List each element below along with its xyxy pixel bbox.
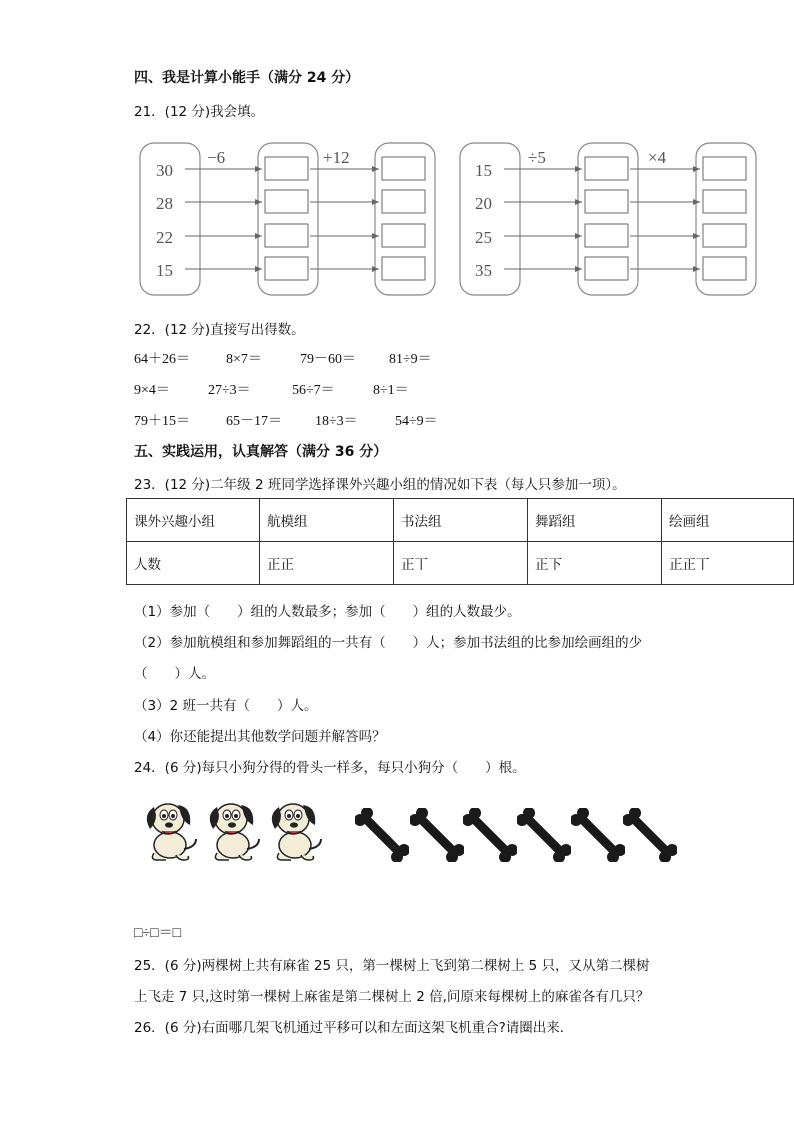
- answer-box: [703, 257, 746, 280]
- arith-problem: 27÷3＝: [208, 383, 251, 398]
- question-23-label: 23．(12 分)二年级 2 班同学选择课外兴趣小组的情况如下表（每人只参加一项）。: [134, 477, 626, 493]
- tally-cell: 正正丅: [662, 542, 794, 585]
- arith-problem: 81÷9＝: [389, 352, 432, 367]
- operation-label: +12: [323, 148, 350, 167]
- answer-box: [265, 257, 308, 280]
- question-25-line-1: 25．(6 分)两棵树上共有麻雀 25 只，第一棵树上飞到第二棵树上 5 只，又从第二棵树: [134, 958, 650, 974]
- answer-box: [703, 224, 746, 247]
- tally-cell: 正下: [528, 542, 662, 585]
- answer-box: [382, 224, 425, 247]
- arith-problem: 65－17＝: [226, 414, 282, 429]
- sub-question-1: （1）参加（ ）组的人数最多；参加（ ）组的人数最少。: [134, 604, 521, 620]
- arith-problem: 9×4＝: [134, 383, 170, 398]
- puppy-image: [203, 795, 263, 861]
- table-header-cell: 课外兴趣小组: [127, 499, 260, 542]
- arith-problem: 79＋15＝: [134, 414, 190, 429]
- puppy-image: [140, 795, 200, 861]
- arith-problem: 8×7＝: [226, 352, 262, 367]
- start-number: 15: [475, 161, 492, 180]
- answer-box: [382, 190, 425, 213]
- start-number: 30: [156, 161, 173, 180]
- sub-question-2: （2）参加航模组和参加舞蹈组的一共有（ ）人；参加书法组的比参加绘画组的少: [134, 635, 643, 651]
- table-header-cell: 书法组: [394, 499, 528, 542]
- arith-problem: 56÷7＝: [292, 383, 335, 398]
- start-number: 25: [475, 228, 492, 247]
- operation-label: ÷5: [528, 148, 546, 167]
- table-row: [127, 499, 794, 542]
- answer-box: [585, 157, 628, 180]
- middle-answer-frame: [258, 143, 318, 295]
- arith-problem: 79－60＝: [300, 352, 356, 367]
- answer-box: [585, 257, 628, 280]
- answer-box: [265, 224, 308, 247]
- operation-label: ×4: [648, 148, 667, 167]
- operation-label: −6: [207, 148, 226, 167]
- tally-cell: 正正: [260, 542, 394, 585]
- table-cell: 人数: [127, 542, 260, 585]
- section-heading-5: 五、实践运用，认真解答（满分 36 分）: [134, 444, 388, 460]
- table-header-cell: 航模组: [260, 499, 394, 542]
- answer-box: [382, 257, 425, 280]
- final-answer-frame: [375, 143, 435, 295]
- bone-image: [571, 808, 625, 862]
- start-number: 20: [475, 194, 492, 213]
- answer-box: [585, 190, 628, 213]
- table-row: [127, 542, 794, 585]
- arith-problem: 18÷3＝: [315, 414, 358, 429]
- table-header-cell: 舞蹈组: [528, 499, 662, 542]
- puppy-image: [265, 795, 325, 861]
- tally-cell: 正丅: [394, 542, 528, 585]
- sub-question-3: （3）2 班一共有（ ）人。: [134, 698, 318, 714]
- arith-problem: 8÷1＝: [373, 383, 409, 398]
- arith-problem: 64＋26＝: [134, 352, 190, 367]
- answer-box: [703, 190, 746, 213]
- final-answer-frame: [696, 143, 756, 295]
- bone-image: [517, 808, 571, 862]
- interest-group-table: [126, 498, 794, 585]
- bone-image: [463, 808, 517, 862]
- sub-question-2-cont: （ ）人。: [134, 666, 215, 682]
- fill-in-diagram: [130, 138, 760, 300]
- bone-image: [355, 808, 409, 862]
- question-26-label: 26．(6 分)右面哪几架飞机通过平移可以和左面这架飞机重合?请圈出来．: [134, 1020, 574, 1036]
- question-21-label: 21．(12 分)我会填。: [134, 104, 265, 120]
- question-22-label: 22．(12 分)直接写出得数。: [134, 322, 305, 338]
- bone-image: [410, 808, 464, 862]
- division-formula-blank: □÷□＝□: [134, 926, 182, 941]
- answer-box: [265, 190, 308, 213]
- sub-question-4: （4）你还能提出其他数学问题并解答吗？: [134, 729, 386, 745]
- middle-answer-frame: [578, 143, 638, 295]
- start-number: 28: [156, 194, 173, 213]
- question-24-label: 24．(6 分)每只小狗分得的骨头一样多，每只小狗分（ ）根。: [134, 760, 526, 776]
- section-heading-4: 四、我是计算小能手（满分 24 分）: [134, 70, 360, 86]
- answer-box: [382, 157, 425, 180]
- question-25-line-2: 上飞走 7 只,这时第一棵树上麻雀是第二棵树上 2 倍,问原来每棵树上的麻雀各有几只？: [134, 989, 650, 1005]
- arith-problem: 54÷9＝: [395, 414, 438, 429]
- table-header-cell: 绘画组: [662, 499, 794, 542]
- answer-box: [265, 157, 308, 180]
- answer-box: [703, 157, 746, 180]
- bone-image: [623, 808, 677, 862]
- start-number: 22: [156, 228, 173, 247]
- answer-box: [585, 224, 628, 247]
- start-number: 35: [475, 261, 492, 280]
- start-number: 15: [156, 261, 173, 280]
